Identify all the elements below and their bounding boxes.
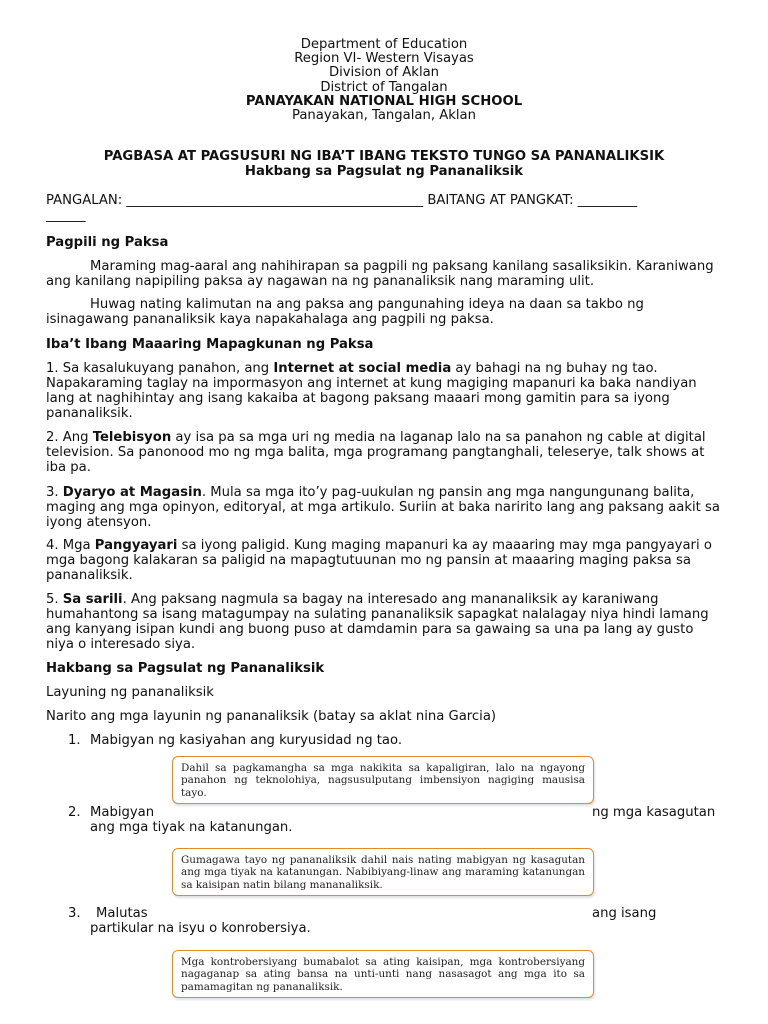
list-text-3-right: ang isang [592,906,657,921]
source-item-5 [46,592,724,652]
main-title: PAGBASA AT PAGSUSURI NG IBA’T IBANG TEKSTO TUNGO SA PANANALIKSIK [103,149,665,164]
heading-mapagkunan: Iba’t Ibang Maaaring Mapagkunan ng Paksa [46,337,374,352]
item-text: . Mula sa mga ito’y pag-uukulan ng pansin ang mga nangungunang balita, maging ang mga opinyon, editoryal, at mga artikulo. Suriin at baka naririto lang ang paksang aakit sa iyong atensyon. [46,485,720,530]
source-item-4 [46,538,724,583]
grade-blank-continued: ______ [46,208,86,223]
list-text-1: Mabigyan ng kasiyahan ang kuryusidad ng tao. [90,733,403,748]
list-number-3: 3. [68,906,81,921]
sub-title: Hakbang sa Pagsulat ng Pananaliksik [244,163,524,179]
item-text: 3. [46,485,63,500]
list-text-2-right: ng mga kasagutan [592,805,716,820]
list-text-3-cont: partikular na isyu o konrobersiya. [90,921,311,936]
paragraph-1: Maraming mag-aaral ang nahihirapan sa pagpili ng paksang kanilang sasaliksikin. Karaniwang ang kanilang napipiling paksa ay nagawan na ng pananaliksik nang maraming ulit. [46,259,714,289]
letterhead [0,38,768,123]
item-text: . Ang paksang nagmula sa bagay na interesado ang mananaliksik ay karaniwang humahantong sa isang matagumpay na sulating pananaliksik sapagkat nalalagay niya hindi lamang ang kanyang isipan kundi ang buong puso at damdamin para sa gawaing sa una pa lang ay gusto niya o interesado siya. [46,592,709,652]
grade-blank: _________ [577,193,638,208]
source-item-1 [46,361,724,421]
item-text: ay bahagi na ng buhay ng tao. Napakaraming taglay na impormasyon ang internet at kung magiging mapanuri ka baka nandiyan lang at naghihintay ang isang kakaiba at bagong paksang maaari mong gamitin para sa iyong pananaliksik. [46,361,697,421]
callout-box-3: Mga kontrobersiyang bumabalot sa ating kaisipan, mga kontrobersiyang nagaganap sa ating bansa na unti-unti nang nasasagot ang mga ito sa pamamagitan ng pananaliksik. [172,950,594,998]
item-keyword: Sa sarili [62,592,123,607]
item-text: 1. Sa kasalukuyang panahon, ang [46,361,274,376]
list-number-1: 1. [68,733,81,748]
item-keyword: Pangyayari [94,538,178,553]
district-line: District of Tangalan [320,79,448,95]
heading-pagpili: Pagpili ng Paksa [46,235,169,250]
school-name: PANAYAKAN NATIONAL HIGH SCHOOL [245,93,523,109]
division-line: Division of Aklan [328,65,440,81]
name-grade-line [46,193,724,223]
callout-box-1: Dahil sa pagkamangha sa mga nakikita sa kapaligiran, lalo na ngayong panahon ng teknolohiya, nagsusulputang imbensiyon nagiging mausisa tayo. [172,756,594,804]
item-text: 4. Mga [46,538,95,553]
layunin-intro: Narito ang mga layunin ng pananaliksik (batay sa aklat nina Garcia) [46,709,497,724]
heading-hakbang: Hakbang sa Pagsulat ng Pananaliksik [46,661,325,676]
item-text: ay isa pa sa mga uri ng media na laganap lalo na sa panahon ng cable at digital television. Sa panonood mo ng mga balita, mga programang pangtanghali, teleserye, talk shows at iba pa. [46,430,706,475]
callout-box-2: Gumagawa tayo ng pananaliksik dahil nais nating mabigyan ng kasagutan ang mga tiyak na katanungan. Nabibiyang-linaw ang maraming katanungan sa kaisipan natin bilang mananaliksik. [172,848,594,896]
source-item-2 [46,430,724,475]
list-text-2-left: Mabigyan [90,805,155,820]
list-text-2-cont: ang mga tiyak na katanungan. [90,820,293,835]
list-text-3-left: Malutas [96,906,148,921]
item-text: 2. Ang [46,430,93,445]
list-number-2: 2. [68,805,81,820]
layunin-label: Layuning ng pananaliksik [46,685,214,700]
grade-label: BAITANG AT PANGKAT: [423,193,578,208]
item-keyword: Dyaryo at Magasin [62,485,202,500]
source-item-3 [46,485,724,530]
item-keyword: Telebisyon [92,430,172,445]
item-keyword: Internet at social media [273,361,452,376]
name-label: PANGALAN: [46,193,127,208]
item-text: 5. [46,592,63,607]
item-text: sa iyong paligid. Kung maging mapanuri ka ay maaaring may mga pangyayari o mga bagong kalakaran sa paligid na mapagtutuunan mo ng pansin at maaaring maging paksa sa pananaliksik. [46,538,712,583]
paragraph-2: Huwag nating kalimutan na ang paksa ang pangunahing ideya na daan sa takbo ng isinagawang pananaliksik kaya napakahalaga ang pagpili ng paksa. [46,297,644,327]
school-address: Panayakan, Tangalan, Aklan [291,108,476,124]
name-blank: _____________________________________________ [126,193,424,208]
document-title [0,150,768,179]
region-line: Region VI- Western Visayas [294,51,474,67]
department-line: Department of Education [300,37,468,52]
